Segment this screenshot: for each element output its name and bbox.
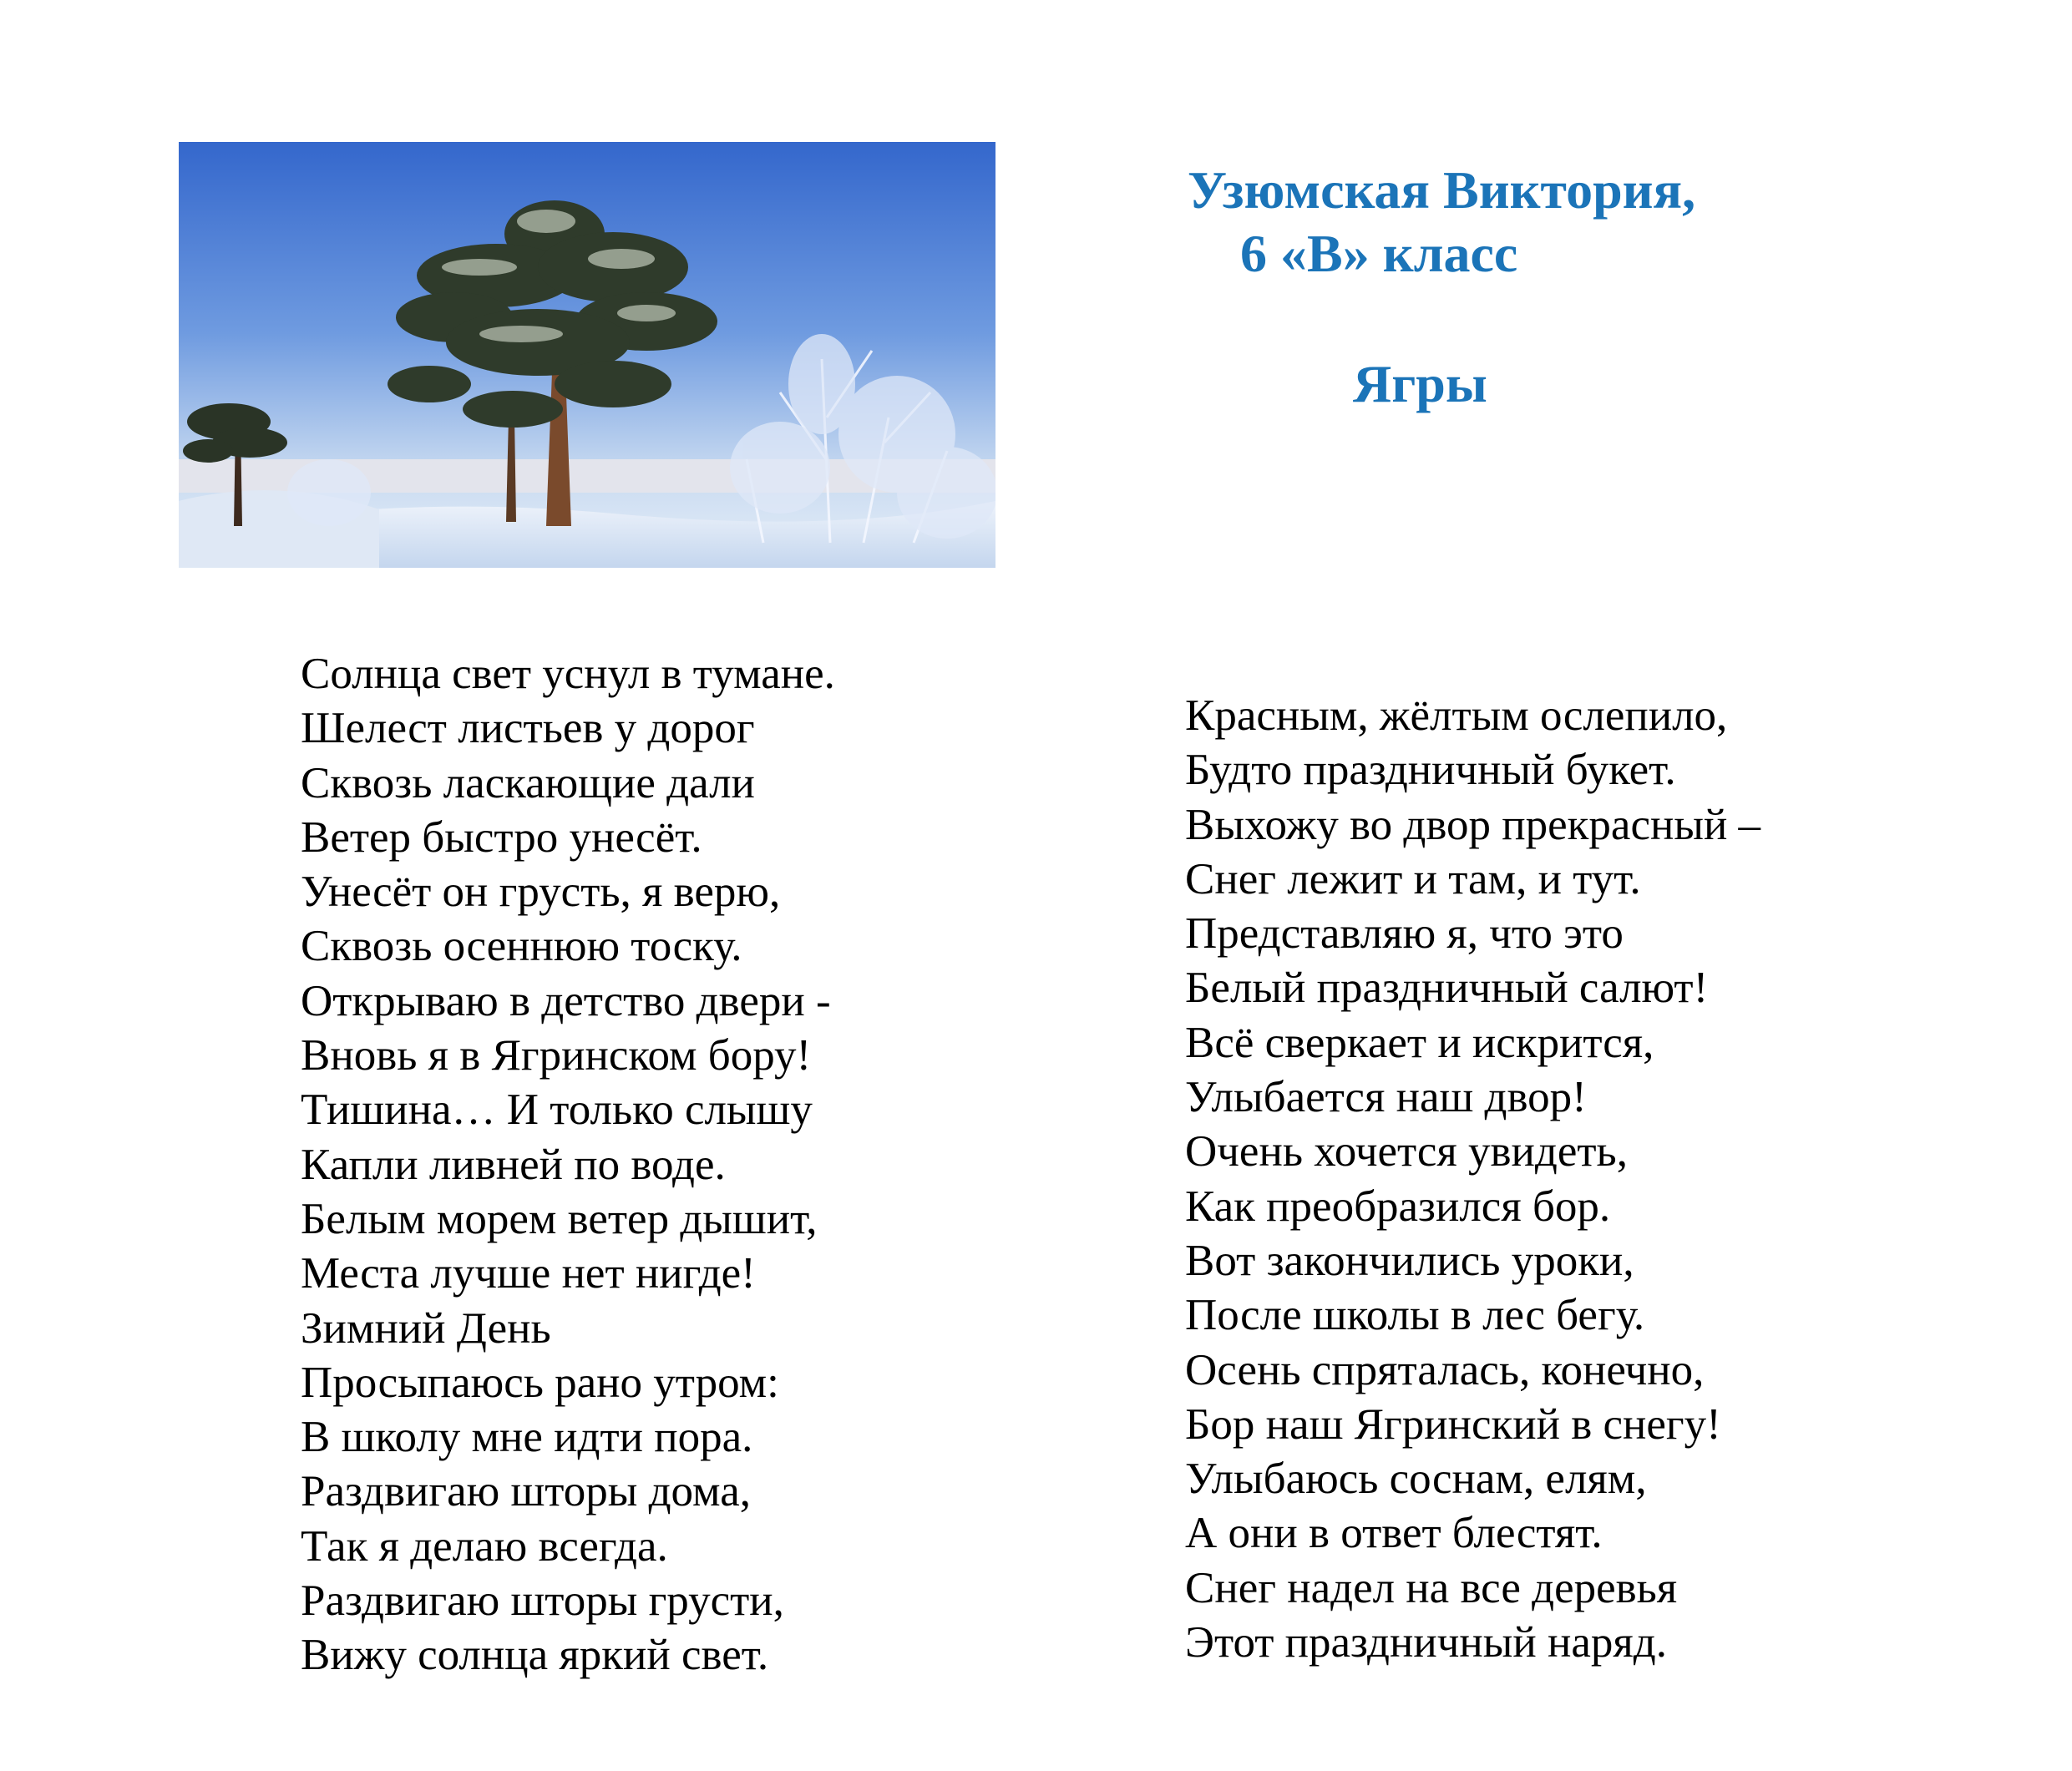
poem-line: Раздвигаю шторы грусти, <box>301 1576 784 1626</box>
poem-line: Выхожу во двор прекрасный – <box>1185 800 1761 849</box>
poem-line: Солнца свет уснул в тумане. <box>301 650 835 698</box>
poem-line: Открываю в детство двери - <box>301 976 831 1025</box>
poem-line: Унесёт он грусть, я верю, <box>301 868 781 917</box>
poem-line: Просыпаюсь рано утром: <box>301 1358 779 1407</box>
poem-line: Очень хочется увидеть, <box>1185 1127 1628 1176</box>
poem-line: Улыбаюсь соснам, елям, <box>1185 1455 1647 1504</box>
poem-line: Сквозь ласкающие дали <box>301 758 755 807</box>
poem-line: Улыбается наш двор! <box>1185 1073 1587 1122</box>
poem-line: Как преобразился бор. <box>1185 1182 1611 1231</box>
poem-line: Снег лежит и там, и тут. <box>1185 854 1641 903</box>
poem-line: Белый праздничный салют! <box>1185 964 1709 1013</box>
poem-line: Места лучше нет нигде! <box>301 1249 756 1298</box>
poem-line: Ветер быстро унесёт. <box>301 812 702 862</box>
poem-line: Вижу солнца яркий свет. <box>301 1631 769 1680</box>
poem-left-column <box>301 647 835 1683</box>
poem-line: Зимний День <box>301 1303 551 1353</box>
school-grade: 6 «В» класс <box>1240 224 1518 283</box>
poem-line: Сквозь осеннюю тоску. <box>301 922 742 971</box>
poem-line: Белым морем ветер дышит, <box>301 1194 818 1243</box>
poem-line: Снег надел на все деревья <box>1185 1563 1678 1612</box>
poem-title: Ягры <box>1353 354 1487 413</box>
poem-line: Бор наш Ягринский в снегу! <box>1185 1399 1721 1449</box>
poem-line: Вот закончились уроки, <box>1185 1236 1634 1285</box>
poem-line: Всё сверкает и искрится, <box>1185 1018 1654 1067</box>
poem-line: После школы в лес бегу. <box>1185 1291 1645 1340</box>
poem-line: Вновь я в Ягринском бору! <box>301 1031 812 1080</box>
poem-line: Осень спряталась, конечно, <box>1185 1345 1705 1394</box>
winter-pine-photo <box>179 142 995 568</box>
poem-line: В школу мне идти пора. <box>301 1413 753 1462</box>
poem-line: Красным, жёлтым ослепило, <box>1185 691 1728 740</box>
poem-line: Тишина… И только слышу <box>301 1085 813 1135</box>
poem-line: Шелест листьев у дорог <box>301 704 755 753</box>
winter-pine-landscape-icon <box>179 142 995 568</box>
poem-line: Будто праздничный букет. <box>1185 746 1676 795</box>
poem-line: Так я делаю всегда. <box>301 1521 668 1571</box>
poem-line: А они в ответ блестят. <box>1185 1509 1603 1558</box>
poem-line: Раздвигаю шторы дома, <box>301 1467 751 1516</box>
author-name: Узюмская Виктория, <box>1188 160 1696 220</box>
poem-line: Представляю я, что это <box>1185 909 1624 959</box>
poem-line: Этот праздничный наряд. <box>1185 1618 1667 1667</box>
poem-line: Капли ливней по воде. <box>301 1140 726 1189</box>
poem-right-column <box>1185 689 1760 1670</box>
